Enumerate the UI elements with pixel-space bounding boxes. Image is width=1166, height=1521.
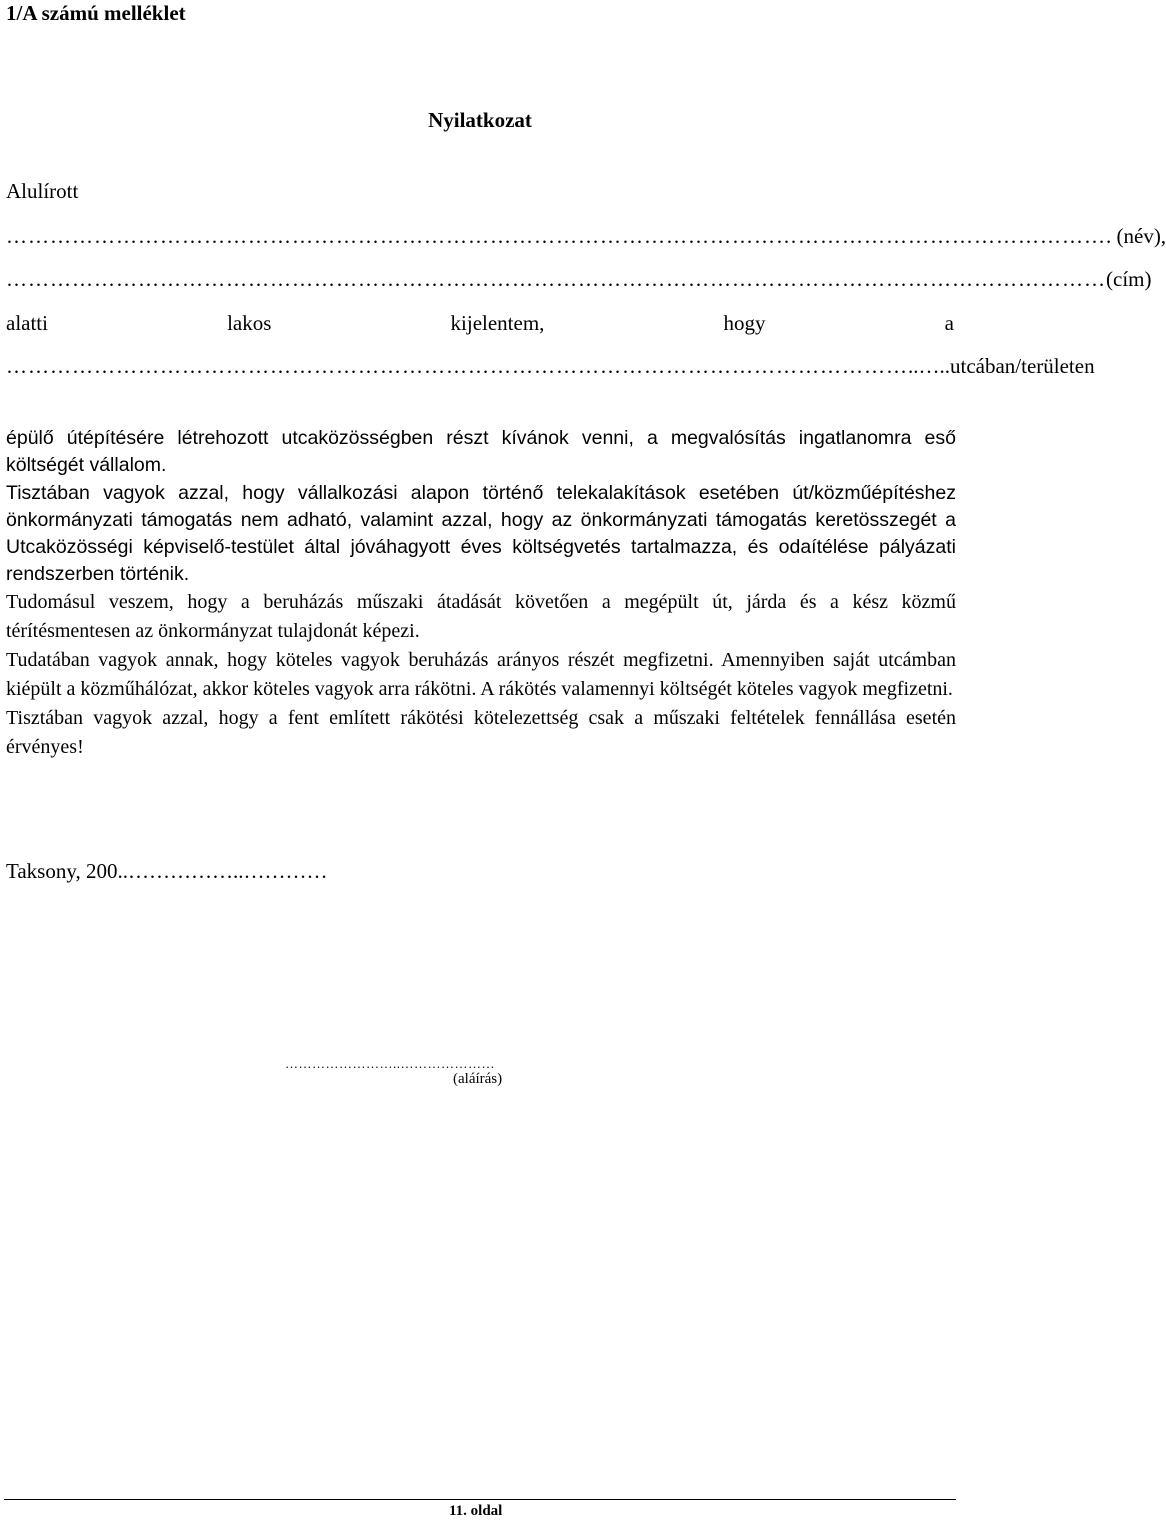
residence-line [6, 310, 954, 336]
signature-line: ……………………..………………… [285, 1056, 495, 1071]
name-line [6, 223, 1166, 249]
document-title: Nyilatkozat [428, 108, 532, 132]
residence-word: a [944, 311, 954, 335]
paragraph-connection: Tisztában vagyok azzal, hogy a fent említett rákötési kötelezettség csak a műszaki feltételek fennállása esetén érvényes! [6, 707, 956, 758]
residence-word: lakos [227, 311, 272, 335]
paragraph-participation: épülő útépítésére létrehozott utcaközösségben részt kívánok venni, a megvalósítás ingatlanomra eső költségét vállalom. [6, 427, 956, 476]
intro-text: Alulírott [6, 179, 79, 203]
name-dots: …………………………………………………………………………………………………………………………………… [6, 224, 1106, 248]
paragraph-ownership: Tudomásul veszem, hogy a beruházás műszaki átadását követően a megépült út, járda és a kész közmű térítésmentesen az önkormányzat tulajdonát képezi. [6, 591, 956, 642]
street-suffix: ..…..utcában/területen [908, 354, 1095, 378]
residence-word: hogy [723, 311, 766, 335]
residence-word: kijelentem, [450, 311, 545, 335]
address-line [6, 266, 1152, 292]
signature-label: (aláírás) [453, 1071, 503, 1087]
residence-word: alatti [6, 311, 48, 335]
declaration-body [6, 480, 956, 762]
street-line [6, 353, 1095, 379]
paragraph-payment: Tudatában vagyok annak, hogy köteles vagyok beruházás arányos részét megfizetni. Amennyiben saját utcámban kiépült a közműhálózat, akkor köteles vagyok arra rákötni. A rákötés valamennyi költségét köteles vagyok megfizetni. [6, 649, 956, 700]
name-suffix: . (név), [1106, 224, 1166, 248]
place-date: Taksony, 200..……………..………… [6, 859, 328, 883]
address-suffix: (cím) [1106, 267, 1152, 291]
footer-divider [4, 1499, 956, 1500]
address-dots: …………………………………………………………………………………………………………………………………… [6, 267, 1106, 291]
annex-label: 1/A számú melléklet [6, 1, 186, 25]
street-dots: …………………………………………………………………………………………………………… [6, 354, 908, 378]
paragraph-support: Tisztában vagyok azzal, hogy vállalkozási alapon történő telekalakítások esetében út/közműépítéshez önkormányzati támogatás nem adható, valamint azzal, hogy az önkormányzati támogatás keretösszegét a Utcaközösségi képviselő-testület által jóváhagyott éves költségvetés tartalmazza, és odaítélése pályázati rendszerben történik. [6, 482, 956, 585]
page-number: 11. oldal [449, 1503, 503, 1519]
